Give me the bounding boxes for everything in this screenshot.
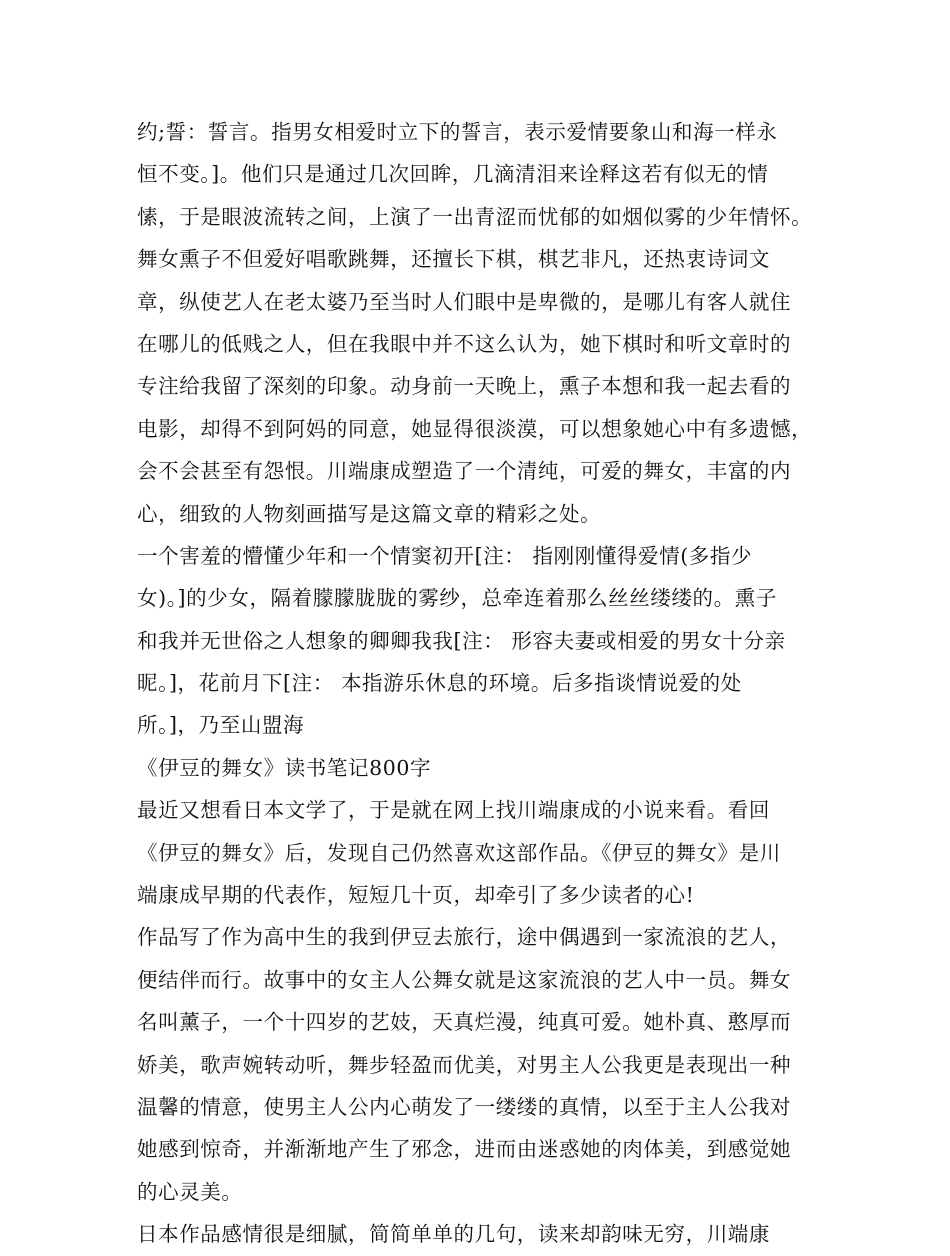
text-line: 电影，却得不到阿妈的同意，她显得很淡漠，可以想象她心中有多遗憾， (137, 416, 813, 441)
text-line: 心，细致的人物刻画描写是这篇文章的精彩之处。 (137, 501, 602, 526)
text-line: 昵。]，花前月下[注： 本指游乐休息的环境。后多指谈情说爱的处 (137, 671, 742, 696)
text-line: 温馨的情意，使男主人公内心萌发了一缕缕的真情，以至于主人公我对 (137, 1094, 792, 1119)
text-line: 的心灵美。 (137, 1179, 243, 1204)
section-heading: 《伊豆的舞女》读书笔记800字 (137, 755, 432, 780)
body-text (137, 111, 827, 1256)
text-line: 所。]，乃至山盟海 (137, 713, 305, 738)
text-line: 和我并无世俗之人想象的卿卿我我[注： 形容夫妻或相爱的男女十分亲 (137, 628, 786, 653)
text-line: 作品写了作为高中生的我到伊豆去旅行，途中偶遇到一家流浪的艺人， (137, 925, 792, 950)
text-line: 章，纵使艺人在老太婆乃至当时人们眼中是卑微的，是哪儿有客人就住 (137, 289, 792, 314)
text-line: 日本作品感情很是细腻，简简单单的几句，读来却韵味无穷，川端康 (137, 1222, 770, 1247)
text-line: 《伊豆的舞女》后，发现自己仍然喜欢这部作品。《伊豆的舞女》是川 (137, 840, 781, 865)
text-line: 恒不变。]。他们只是通过几次回眸，几滴清泪来诠释这若有似无的情 (137, 162, 769, 187)
text-line: 专注给我留了深刻的印象。动身前一天晚上，熏子本想和我一起去看的 (137, 374, 792, 399)
text-line: 在哪儿的低贱之人，但在我眼中并不这么认为，她下棋时和听文章时的 (137, 331, 792, 356)
text-line: 女)。]的少女，隔着朦朦胧胧的雾纱，总牵连着那么丝丝缕缕的。熏子 (137, 586, 777, 611)
text-line: 她感到惊奇，并渐渐地产生了邪念，进而由迷惑她的肉体美，到感觉她 (137, 1137, 792, 1162)
text-line: 端康成早期的代表作，短短几十页，却牵引了多少读者的心! (137, 883, 695, 908)
text-line: 名叫薰子，一个十四岁的艺妓，天真烂漫，纯真可爱。她朴真、憨厚而 (137, 1010, 792, 1035)
text-line: 便结伴而行。故事中的女主人公舞女就是这家流浪的艺人中一员。舞女 (137, 967, 792, 992)
text-line: 舞女熏子不但爱好唱歌跳舞，还擅长下棋，棋艺非凡，还热衷诗词文 (137, 247, 770, 272)
text-line: 娇美，歌声婉转动听，舞步轻盈而优美，对男主人公我更是表现出一种 (137, 1052, 792, 1077)
text-line: 会不会甚至有怨恨。川端康成塑造了一个清纯，可爱的舞女，丰富的内 (137, 459, 792, 484)
text-line: 愫，于是眼波流转之间，上演了一出青涩而忧郁的如烟似雾的少年情怀。 (137, 204, 813, 229)
text-line: 一个害羞的懵懂少年和一个情窦初开[注： 指刚刚懂得爱情(多指少 (137, 543, 753, 568)
text-line: 约;誓：誓言。指男女相爱时立下的誓言，表示爱情要象山和海一样永 (137, 120, 778, 144)
text-line: 最近又想看日本文学了，于是就在网上找川端康成的小说来看。看回 (137, 798, 770, 823)
